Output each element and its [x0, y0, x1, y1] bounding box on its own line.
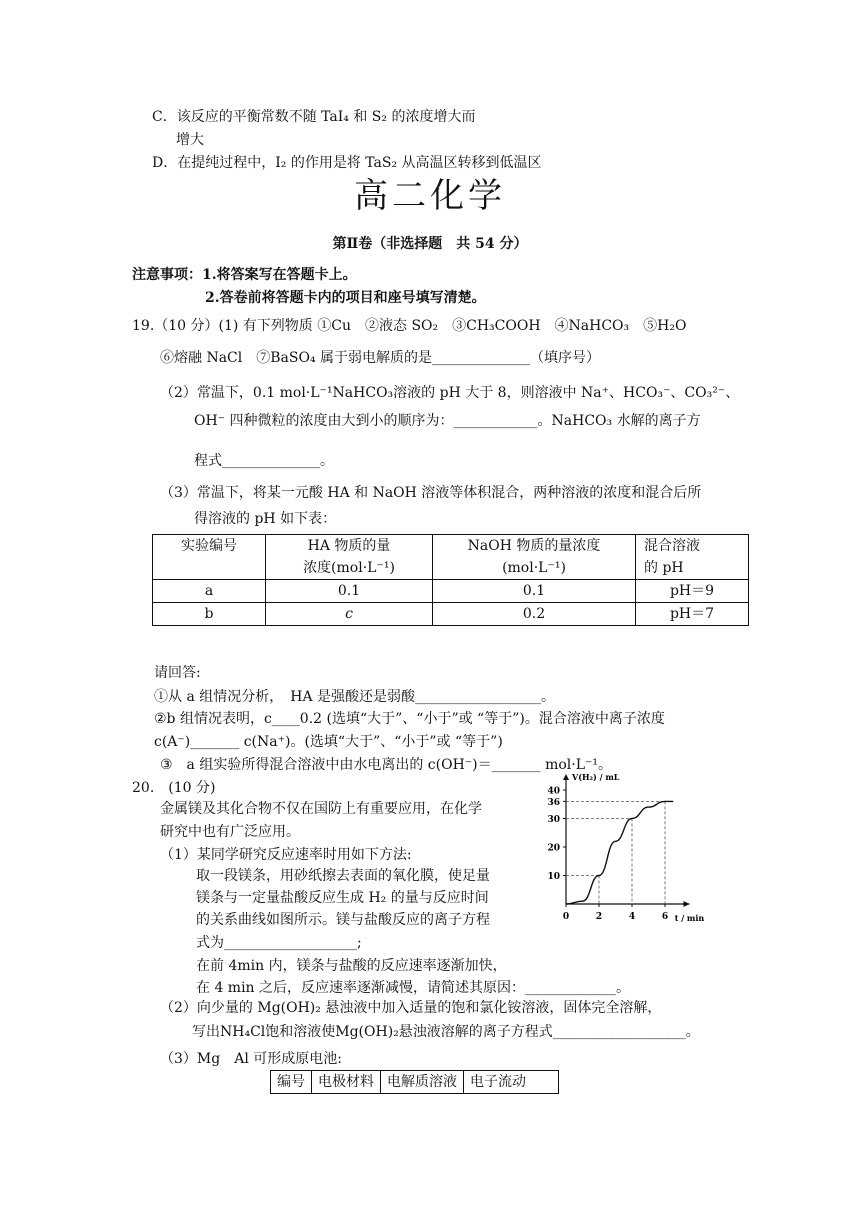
cell-table	[270, 1070, 559, 1094]
table-row	[271, 1071, 559, 1094]
q20-line: （1）某同学研究反应速率时用如下方法:	[160, 847, 412, 863]
exam-title: 高二化学	[354, 176, 506, 216]
table-cell: b	[153, 603, 266, 626]
table-row	[153, 580, 749, 603]
q19-line: 请回答:	[154, 665, 201, 681]
table-cell: a	[153, 580, 266, 603]
table-header: NaOH 物质的量浓度 (mol·L⁻¹)	[433, 535, 636, 580]
y-tick-label: 30	[547, 815, 560, 825]
x-tick-label: 2	[595, 912, 603, 922]
table-header: 编号	[271, 1071, 312, 1094]
x-tick-label: 6	[661, 912, 669, 922]
table-header: 电解质溶液	[381, 1071, 464, 1094]
table-cell: pH＝9	[636, 580, 749, 603]
option-d: D．在提纯过程中，I₂ 的作用是将 TaS₂ 从高温区转移到低温区	[152, 155, 542, 171]
q20-line: 写出NH₄Cl饱和溶液使Mg(OH)₂悬浊液溶解的离子方程式___________________。	[192, 1024, 700, 1040]
notice-line-1: 注意事项：1.将答案写在答题卡上。	[132, 267, 357, 283]
q20-line: （3）Mg Al 可形成原电池:	[160, 1051, 342, 1067]
q19-line: （2）常温下，0.1 mol·L⁻¹NaHCO₃溶液的 pH 大于 8，则溶液中 Na⁺、HCO₃⁻、CO₃²⁻、	[160, 385, 740, 401]
q19-line: ①从 a 组情况分析， HA 是强酸还是弱酸__________________。	[154, 689, 556, 705]
q19-line: ③ a 组实验所得混合溶液中由水电离出的 c(OH⁻)＝_______ mol·L⁻¹。	[160, 757, 613, 773]
q19-line: 得溶液的 pH 如下表：	[194, 511, 337, 527]
q20-line: 取一段镁条，用砂纸擦去表面的氧化膜，使足量	[196, 868, 490, 884]
y-tick-label: 10	[547, 872, 560, 882]
notice-line-2: 2.答卷前将答题卡内的项目和座号填写清楚。	[205, 290, 486, 306]
q20-line: 20. (10 分)	[132, 780, 216, 796]
y-tick-label: 36	[547, 797, 560, 808]
series-line	[566, 801, 673, 904]
table-cell: pH＝7	[636, 603, 749, 626]
x-tick-label: 4	[628, 912, 636, 922]
q20-line: 金属镁及其化合物不仅在国防上有重要应用，在化学	[160, 801, 482, 817]
table-cell: 0.1	[433, 580, 636, 603]
x-axis-label: t / min	[674, 913, 705, 923]
y-axis-arrow	[563, 774, 569, 780]
q19-line: c(A⁻)_______ c(Na⁺)。(选填“大于”、“小于”或 “等于”)	[154, 734, 503, 750]
table-cell: 0.1	[266, 580, 433, 603]
q20-line: 研究中也有广泛应用。	[160, 824, 300, 840]
q19-line: ②b 组情况表明，c____0.2 (选填“大于”、“小于”或 “等于”)。混合溶液中离子浓度	[154, 711, 665, 727]
option-c: C．该反应的平衡常数不随 TaI₄ 和 S₂ 的浓度增大而	[152, 109, 476, 125]
q20-line: （2）向少量的 Mg(OH)₂ 悬浊液中加入适量的饱和氯化铵溶液，固体完全溶解，	[160, 1000, 662, 1016]
x-axis-arrow	[684, 901, 690, 907]
q20-line: 在前 4min 内，镁条与盐酸的反应速率逐渐加快，	[196, 958, 507, 974]
section-subtitle: 第Ⅱ卷（非选择题 共 54 分）	[332, 236, 528, 252]
table-header: 电极材料	[312, 1071, 381, 1094]
volume-time-chart	[530, 768, 736, 928]
q19-line: 19.（10 分）(1) 有下列物质 ①Cu ②液态 SO₂ ③CH₃COOH ④NaHCO₃ ⑤H₂O	[132, 318, 687, 334]
y-tick-label: 40	[547, 786, 560, 797]
table-cell: 0.2	[433, 603, 636, 626]
q19-line: 程式______________。	[194, 453, 334, 469]
table-cell: c	[266, 603, 433, 626]
table-header: HA 物质的量 浓度(mol·L⁻¹)	[266, 535, 433, 580]
q19-line: OH⁻ 四种微粒的浓度由大到小的顺序为：____________。NaHCO₃ 水解的离子方	[194, 413, 701, 429]
q20-line: 镁条与一定量盐酸反应生成 H₂ 的量与反应时间	[196, 890, 489, 906]
q19-line: ⑥熔融 NaCl ⑦BaSO₄ 属于弱电解质的是______________（填序号）	[160, 350, 601, 366]
table-row	[153, 535, 749, 580]
q20-line: 的关系曲线如图所示。镁与盐酸反应的离子方程	[196, 912, 490, 928]
q20-line: 在 4 min 之后，反应速率逐渐减慢，请简述其原因：_____________。	[196, 980, 631, 996]
q20-line: 式为___________________;	[196, 935, 362, 951]
table-header: 混合溶液 的 pH	[636, 535, 749, 580]
table-header: 电子流动	[464, 1071, 559, 1094]
table-row	[153, 603, 749, 626]
y-axis-label: V(H₂) / mL	[572, 772, 620, 782]
experiment-table	[152, 534, 749, 626]
option-c-cont: 增大	[176, 132, 204, 148]
x-tick-label: 0	[562, 912, 570, 922]
q19-line: （3）常温下，将某一元酸 HA 和 NaOH 溶液等体积混合，两种溶液的浓度和混合后所	[160, 485, 702, 501]
y-tick-label: 20	[547, 843, 560, 854]
table-header: 实验编号	[153, 535, 266, 580]
